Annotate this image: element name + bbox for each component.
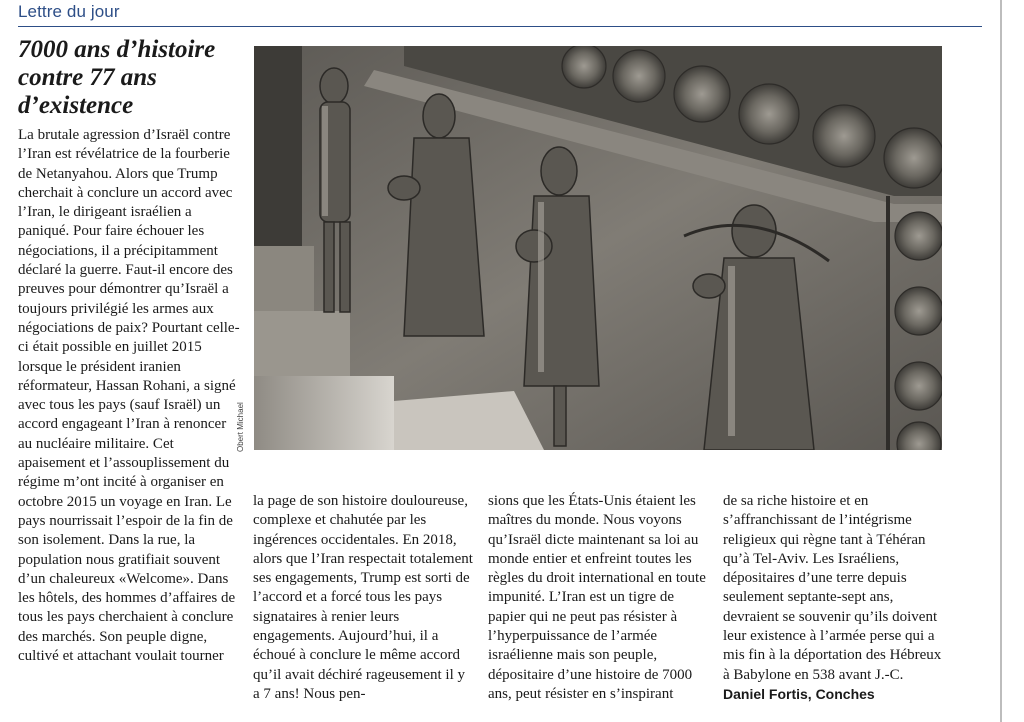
- article-column-3: [488, 492, 708, 704]
- photo-credit: Obert Michael: [236, 402, 245, 452]
- section-rubric: Lettre du jour: [18, 2, 120, 21]
- article-photo: [254, 46, 942, 450]
- article-text-column-3: sions que les États-Unis étaient les maîtres du monde. Nous voyons qu’Israël dicte maintenant sa loi au monde entier et enfreint toutes les règles du droit international en toute impunité. L’Iran est un tigre de papier qui ne peut pas résister à l’hyperpuissance de l’armée israélienne mais son peuple, dépositaire d’une histoire de 7000 ans, peut résister en s’inspirant: [488, 493, 706, 702]
- section-rule: [18, 26, 982, 27]
- author-signature: Daniel Fortis, Conches: [723, 685, 875, 702]
- persepolis-relief-image: [254, 46, 942, 450]
- article-text-column-2: la page de son histoire douloureuse, complexe et chahutée par les ingérences occidentales. En 2018, alors que l’Iran respectait totalement ses engagements, Trump est sorti de l’accord et a forcé tous les pays signataires à renier leurs engagements. Aujourd’hui, il a échoué à conclure le même accord qu’il avait déchiré rageusement il y a 7 ans! Nous pen-: [253, 493, 473, 702]
- article-text-column-4: de sa riche histoire et en s’affranchissant de l’intégrisme religieux qui règne tant à Téhéran qu’à Tel-Aviv. Les Israéliens, dépositaires d’une terre depuis seulement septante-sept ans, devraient se souvenir qu’ils doivent leur existence à l’armée perse qui a mis fin à la déportation des Hébreux à Babylone en 538 avant J.-C.: [723, 493, 942, 683]
- article-column-1: [18, 126, 240, 666]
- article-column-2: [253, 492, 473, 704]
- article-column-4: [723, 492, 945, 704]
- article-headline: 7000 ans d’histoire contre 77 ans d’existence: [18, 36, 216, 119]
- article-text-column-1: La brutale agression d’Israël contre l’Iran est révélatrice de la fourberie de Netanyahou. Alors que Trump cherchait à conclure un accord avec l’Iran, le dirigeant israélien a paniqué. Pour faire échouer les négociations, il a précipitamment déclaré la guerre. Faut-il encore des preuves pour démontrer qu’Israël a toujours privilégié les armes aux négociations de paix? Pourtant celle-ci était possible en juillet 2015 lorsque le président iranien réformateur, Hassan Rohani, a signé avec tous les pays (sauf Israël) un accord engageant l’Iran à renoncer au nucléaire militaire. Cet apaisement et l’assouplissement du régime m’ont incité à organiser en octobre 2015 un voyage en Iran. Le pays nourrissait l’espoir de la fin de son isolement. Dans la rue, la population nous gratifiait souvent d’un chaleureux «Welcome». Dans les hôtels, des hommes d’affaires de tous les pays cherchaient à conclure des marchés. Son peuple digne, cultivé et attachant voulait tourner: [18, 127, 240, 665]
- page-edge: [1000, 0, 1002, 722]
